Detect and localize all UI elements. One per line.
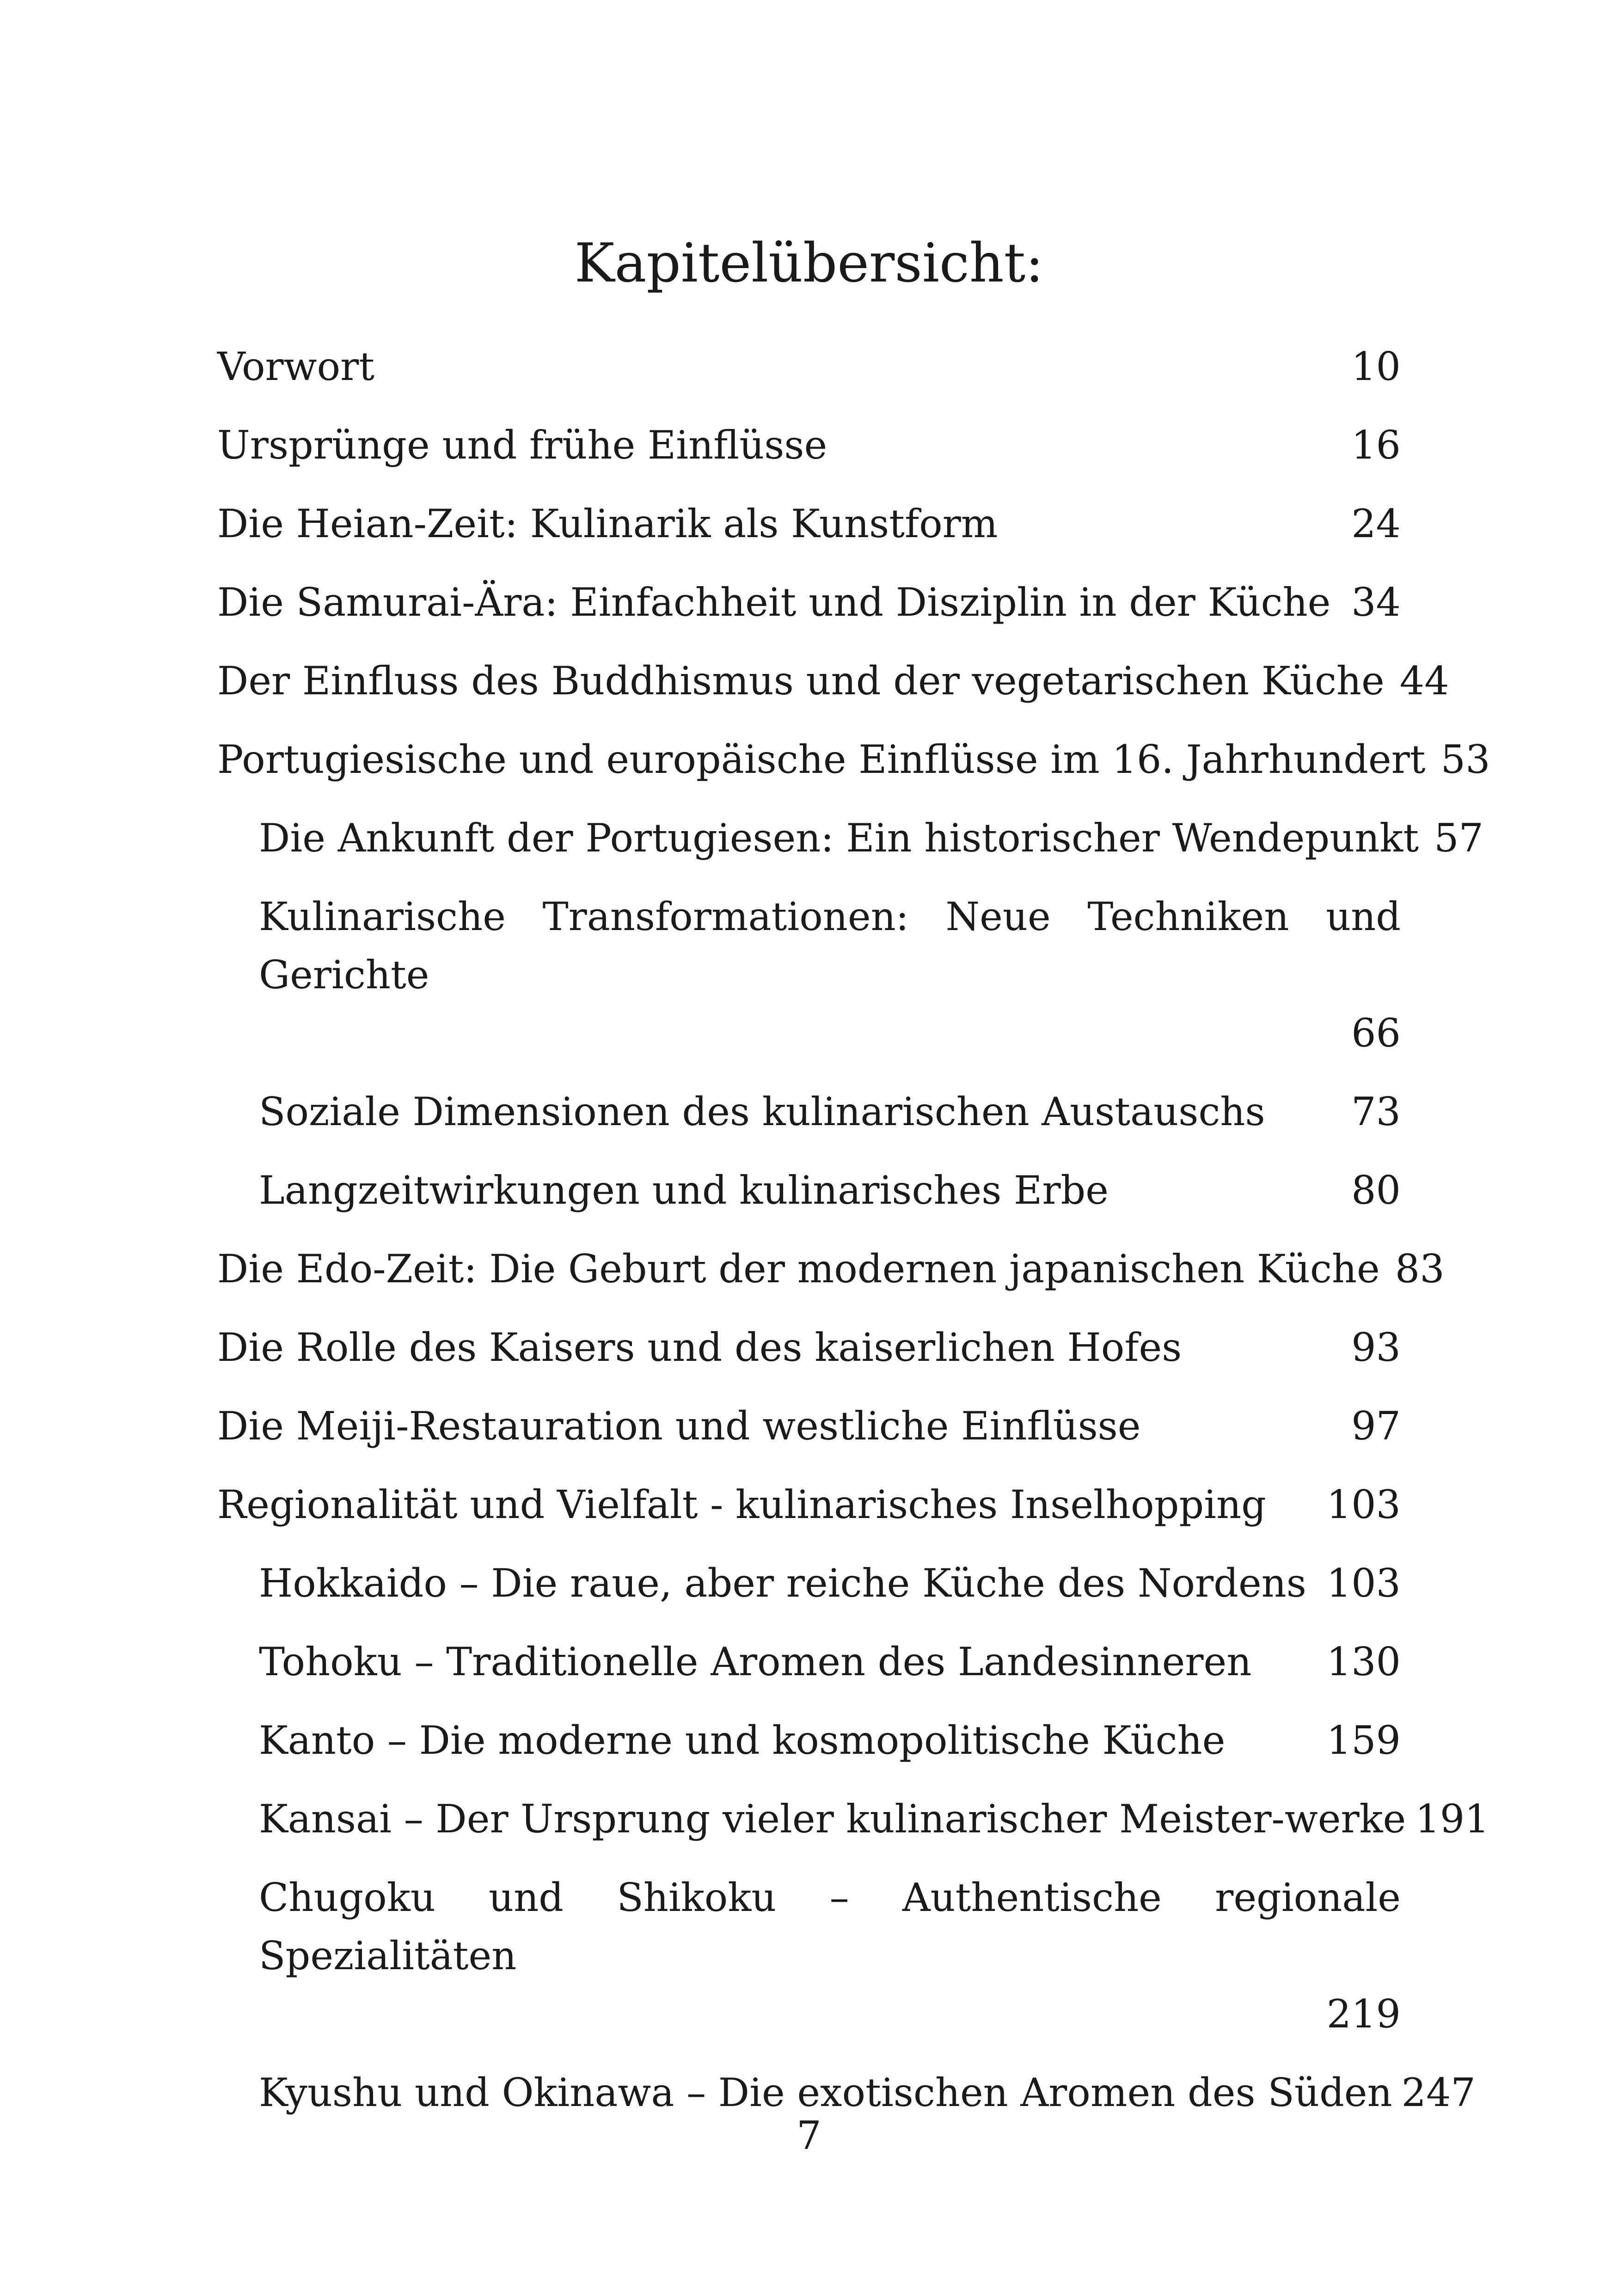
toc-subentry[interactable] xyxy=(217,1790,1489,1848)
toc-entry[interactable] xyxy=(217,573,1401,631)
toc-entry-page: 73 xyxy=(1351,1089,1401,1134)
toc-entry-title: Soziale Dimensionen des kulinarischen Austauschs xyxy=(259,1089,1265,1134)
table-of-contents xyxy=(217,337,1490,2142)
toc-entry[interactable] xyxy=(217,730,1490,789)
toc-entry-title: Kanto – Die moderne und kosmopolitische Küche xyxy=(259,1718,1226,1763)
toc-entry-page: 191 xyxy=(1415,1796,1489,1842)
toc-entry-title: Kulinarische Transformationen: Neue Techniken und Gerichte xyxy=(259,894,1401,998)
toc-entry-title: Die Ankunft der Portugiesen: Ein historischer Wendepunkt xyxy=(259,815,1419,861)
toc-entry-page: 16 xyxy=(1351,422,1401,468)
toc-entry-title: Kyushu und Okinawa – Die exotischen Aromen des Süden xyxy=(259,2070,1392,2115)
toc-subentry[interactable] xyxy=(217,809,1483,867)
toc-entry-page: 83 xyxy=(1395,1246,1445,1292)
page-number: 7 xyxy=(797,2113,821,2158)
toc-subentry[interactable] xyxy=(217,1554,1401,1612)
toc-entry-page: 219 xyxy=(1326,1991,1401,2037)
toc-entry-title: Chugoku und Shikoku – Authentische regionale Spezialitäten xyxy=(259,1875,1401,1978)
toc-entry[interactable] xyxy=(217,1318,1401,1377)
toc-subentry[interactable] xyxy=(217,1711,1401,1769)
toc-entry-page: 44 xyxy=(1399,658,1449,704)
toc-entry-page: 24 xyxy=(1351,501,1401,546)
toc-entry-page: 103 xyxy=(1326,1482,1401,1527)
toc-entry-title: Der Einfluss des Buddhismus und der vegetarischen Küche xyxy=(217,658,1385,704)
toc-entry[interactable] xyxy=(217,337,1401,396)
toc-entry-page: 97 xyxy=(1351,1403,1401,1449)
toc-subentry[interactable] xyxy=(217,1633,1401,1691)
page-title: Kapitelübersicht: xyxy=(574,232,1044,294)
toc-entry-page: 159 xyxy=(1326,1718,1401,1763)
toc-entry[interactable] xyxy=(217,1240,1445,1298)
toc-entry-title: Portugiesische und europäische Einflüsse im 16. Jahrhundert xyxy=(217,737,1426,782)
toc-entry-title: Vorwort xyxy=(217,344,375,389)
toc-entry[interactable] xyxy=(217,652,1449,710)
toc-entry-page: 130 xyxy=(1326,1639,1401,1684)
toc-entry-title: Tohoku – Traditionelle Aromen des Landesinneren xyxy=(259,1639,1252,1684)
toc-entry-title: Hokkaido – Die raue, aber reiche Küche des Nordens xyxy=(259,1561,1306,1606)
toc-entry-title: Langzeitwirkungen und kulinarisches Erbe xyxy=(259,1168,1109,1213)
toc-entry-page: 93 xyxy=(1351,1325,1401,1370)
toc-entry-page: 10 xyxy=(1351,344,1401,389)
toc-subentry[interactable] xyxy=(217,1868,1401,2043)
toc-entry-title: Die Samurai-Ära: Einfachheit und Disziplin in der Küche xyxy=(217,580,1331,625)
toc-entry[interactable] xyxy=(217,1476,1401,1534)
toc-entry-page: 53 xyxy=(1440,737,1490,782)
toc-entry-page: 66 xyxy=(1351,1010,1401,1056)
toc-entry-title: Kansai – Der Ursprung vieler kulinarischer Meister-werke xyxy=(259,1796,1406,1842)
toc-entry-title: Die Edo-Zeit: Die Geburt der modernen japanischen Küche xyxy=(217,1246,1380,1292)
toc-entry-page: 80 xyxy=(1351,1168,1401,1213)
toc-entry-page: 103 xyxy=(1326,1561,1401,1606)
toc-entry[interactable] xyxy=(217,416,1401,474)
toc-entry[interactable] xyxy=(217,1397,1401,1455)
toc-entry-title: Die Rolle des Kaisers und des kaiserlichen Hofes xyxy=(217,1325,1182,1370)
toc-entry-title: Die Meiji-Restauration und westliche Einflüsse xyxy=(217,1403,1141,1449)
toc-entry-page: 247 xyxy=(1401,2070,1476,2115)
toc-entry-title: Die Heian-Zeit: Kulinarik als Kunstform xyxy=(217,501,998,546)
toc-subentry[interactable] xyxy=(217,1161,1401,1219)
toc-entry-page: 34 xyxy=(1351,580,1401,625)
toc-entry[interactable] xyxy=(217,495,1401,553)
toc-subentry[interactable] xyxy=(217,1083,1401,1141)
toc-subentry[interactable] xyxy=(217,888,1401,1062)
toc-entry-title: Ursprünge und frühe Einflüsse xyxy=(217,422,827,468)
toc-entry-title: Regionalität und Vielfalt - kulinarisches Inselhopping xyxy=(217,1482,1266,1527)
toc-entry-page: 57 xyxy=(1434,815,1483,861)
